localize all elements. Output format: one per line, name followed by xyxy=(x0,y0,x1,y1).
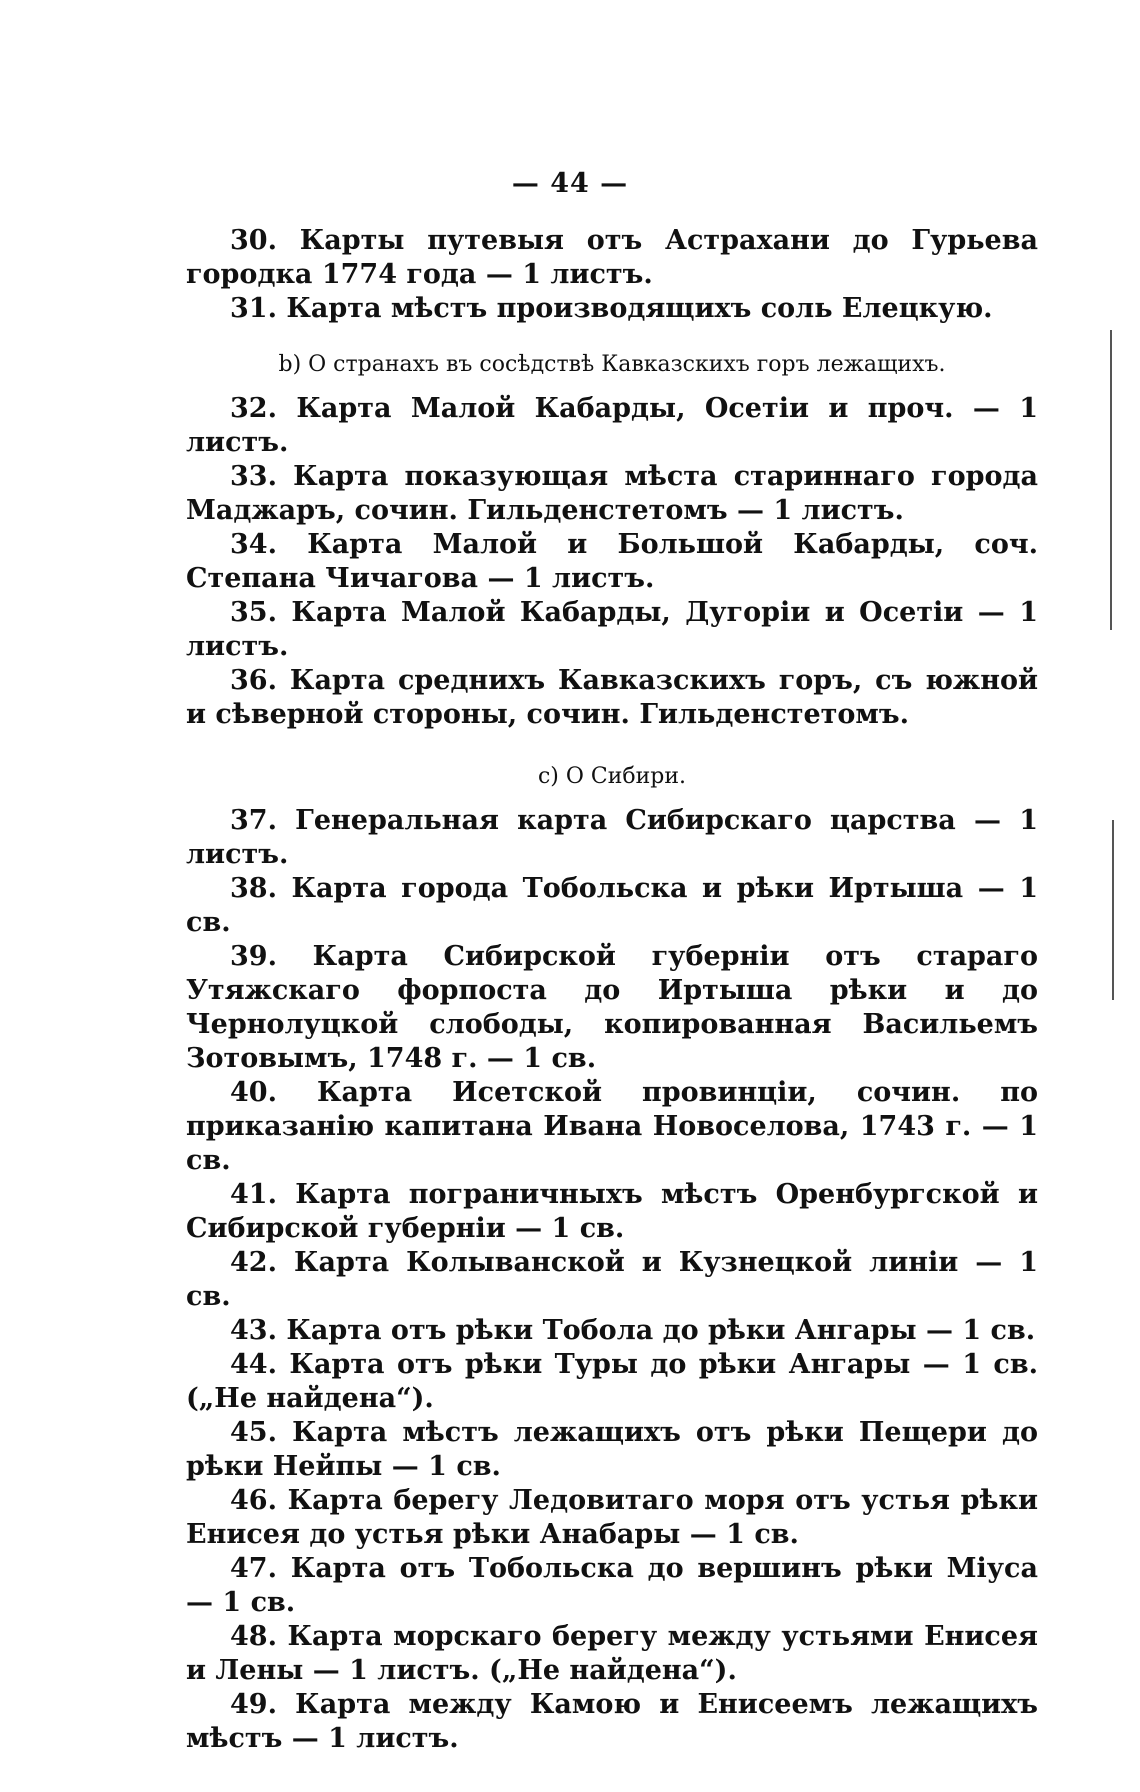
list-item-42: 42. Карта Колыванской и Кузнецкой линіи — 1 св. xyxy=(186,1247,1038,1312)
page-edge-rule xyxy=(1112,820,1114,1000)
list-item-35: 35. Карта Малой Кабарды, Дугоріи и Осетіи — 1 листъ. xyxy=(186,597,1038,662)
list-item-43: 43. Карта отъ рѣки Тобола до рѣки Ангары — 1 св. xyxy=(230,1315,1036,1346)
list-item-45: 45. Карта мѣстъ лежащихъ отъ рѣки Пещери до рѣки Нейпы — 1 св. xyxy=(186,1417,1038,1482)
list-item-47: 47. Карта отъ Тобольска до вершинъ рѣки Міуса — 1 св. xyxy=(186,1553,1038,1618)
list-item-44: 44. Карта отъ рѣки Туры до рѣки Ангары — 1 св. („Не найдена“). xyxy=(186,1349,1038,1414)
section-heading-siberia: c) О Сибири. xyxy=(537,764,687,789)
list-item-33: 33. Карта показующая мѣста стариннаго города Маджаръ, сочин. Гильденстетомъ — 1 листъ. xyxy=(186,461,1038,526)
page-edge-rule xyxy=(1110,330,1112,630)
page-number: — 44 — xyxy=(511,168,629,199)
document-body xyxy=(186,224,1038,1756)
list-item-34: 34. Карта Малой и Большой Кабарды, соч. Степана Чичагова — 1 листъ. xyxy=(186,529,1038,594)
section-heading-caucasus: b) О странахъ въ сосѣдствѣ Кавказскихъ горъ лежащихъ. xyxy=(278,352,946,377)
list-item-40: 40. Карта Исетской провинціи, сочин. по приказанію капитана Ивана Новоселова, 1743 г. — 1 св. xyxy=(186,1077,1038,1176)
list-item-39: 39. Карта Сибирской губерніи отъ стараго Утяжскаго форпоста до Иртыша рѣки и до Чернолуцкой слободы, копированная Васильемъ Зотовымъ, 1748 г. — 1 св. xyxy=(186,941,1038,1074)
list-item-48: 48. Карта морскаго берегу между устьями Енисея и Лены — 1 листъ. („Не найдена“). xyxy=(186,1621,1038,1686)
list-item-41: 41. Карта пограничныхъ мѣстъ Оренбургской и Сибирской губерніи — 1 св. xyxy=(186,1179,1038,1244)
list-item-30: 30. Карты путевыя отъ Астрахани до Гурьева городка 1774 года — 1 листъ. xyxy=(186,225,1038,290)
list-item-46: 46. Карта берегу Ледовитаго моря отъ устья рѣки Енисея до устья рѣки Анабары — 1 св. xyxy=(186,1485,1038,1550)
list-item-38: 38. Карта города Тобольска и рѣки Иртыша — 1 св. xyxy=(186,873,1038,938)
list-item-49: 49. Карта между Камою и Енисеемъ лежащихъ мѣстъ — 1 листъ. xyxy=(186,1689,1038,1754)
list-item-32: 32. Карта Малой Кабарды, Осетіи и проч. — 1 листъ. xyxy=(186,393,1038,458)
list-item-31: 31. Карта мѣстъ производящихъ соль Елецкую. xyxy=(230,293,993,324)
list-item-37: 37. Генеральная карта Сибирскаго царства — 1 листъ. xyxy=(186,805,1038,870)
list-item-36: 36. Карта среднихъ Кавказскихъ горъ, съ южной и сѣверной стороны, сочин. Гильденстетомъ. xyxy=(186,665,1038,730)
